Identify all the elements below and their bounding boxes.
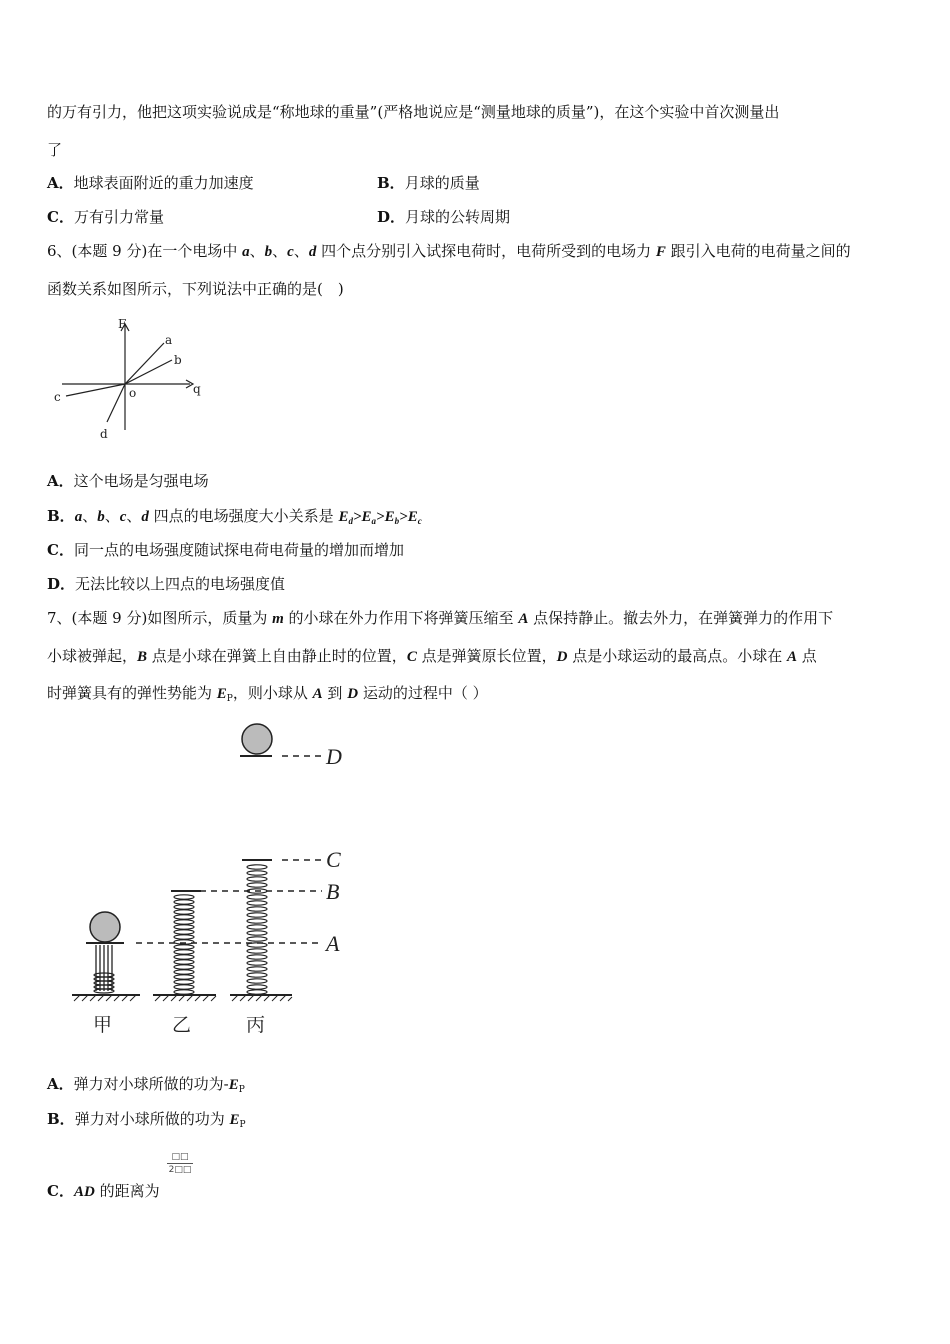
q7-stem-line-2: 小球被弹起，B 点是小球在弹簧上自由静止时的位置，C 点是弹簧原长位置，D 点是小球运动的最高点。小球在 A 点: [47, 647, 817, 665]
label-b: b: [174, 353, 182, 367]
level-b-label: B: [326, 879, 340, 904]
ball-top: [242, 724, 272, 754]
line-d: [107, 384, 125, 422]
level-a-label: A: [326, 931, 340, 956]
caption-bing: 丙: [246, 1014, 266, 1036]
q6-f-q-graph: [50, 312, 210, 442]
q6-option-a: A．这个电场是匀强电场: [47, 472, 209, 490]
fraction-numerator: □□: [167, 1152, 193, 1164]
q7-stem-line-1: 7、(本题 9 分)如图所示，质量为 m 的小球在外力作用下将弹簧压缩至 A 点保持静止。撤去外力，在弹簧弹力的作用下: [47, 609, 834, 627]
line-b: [125, 360, 172, 384]
fraction-denominator: 2□□: [168, 1165, 192, 1175]
q5-option-b: B．月球的质量: [377, 174, 480, 192]
q5-stem-line-2: 了: [47, 141, 63, 159]
q7-spring-figure: [60, 715, 360, 1045]
label-a: a: [165, 333, 173, 347]
q6-stem-line-1: 6、(本题 9 分)在一个电场中 a、b、c、d 四个点分别引入试探电荷时，电荷所受到的电场力 F 跟引入电荷的电荷量之间的: [47, 242, 851, 260]
level-d-label: D: [326, 744, 342, 769]
caption-yi: 乙: [172, 1014, 192, 1036]
f-axis-label: F: [118, 317, 127, 331]
level-c-label: C: [326, 847, 341, 872]
q7-option-b: B．弹力对小球所做的功为 $E_P$: [47, 1110, 246, 1130]
q-axis-label: q: [193, 382, 201, 396]
q5-stem-line-1: 的万有引力，他把这项实验说成是“称地球的重量”(严格地说应是“测量地球的质量”)，在这个实验中首次测量出: [47, 103, 780, 121]
caption-jia: 甲: [93, 1014, 113, 1036]
origin-label: o: [129, 386, 137, 400]
spring-bing: [247, 865, 267, 994]
q5-option-c: C．万有引力常量: [47, 208, 164, 226]
q6-stem-line-2: 函数关系如图所示，下列说法中正确的是( ): [47, 280, 344, 298]
line-a: [125, 343, 164, 384]
q6-option-c: C．同一点的电场强度随试探电荷电荷量的增加而增加: [47, 541, 404, 559]
q6-option-b: B．a、b、c、d 四点的电场强度大小关系是 $E_d>E_a>E_b>E_c$: [47, 507, 422, 526]
q7-option-a: A．弹力对小球所做的功为$-E_P$: [47, 1075, 245, 1095]
q7-stem-line-3: 时弹簧具有的弹性势能为 $E_P$，则小球从 A 到 D 运动的过程中（ ）: [47, 684, 488, 704]
line-c: [66, 384, 125, 396]
label-c: c: [54, 390, 61, 404]
ball-jia: [90, 912, 120, 942]
q5-option-a: A．地球表面附近的重力加速度: [47, 174, 254, 192]
q5-option-d: D．月球的公转周期: [377, 208, 511, 226]
q6-option-d: D．无法比较以上四点的电场强度值: [47, 575, 286, 593]
q7-option-c-fraction: [167, 1152, 193, 1176]
label-d: d: [100, 427, 108, 441]
spring-yi: [174, 895, 194, 994]
q7-option-c: C．AD 的距离为: [47, 1182, 160, 1200]
